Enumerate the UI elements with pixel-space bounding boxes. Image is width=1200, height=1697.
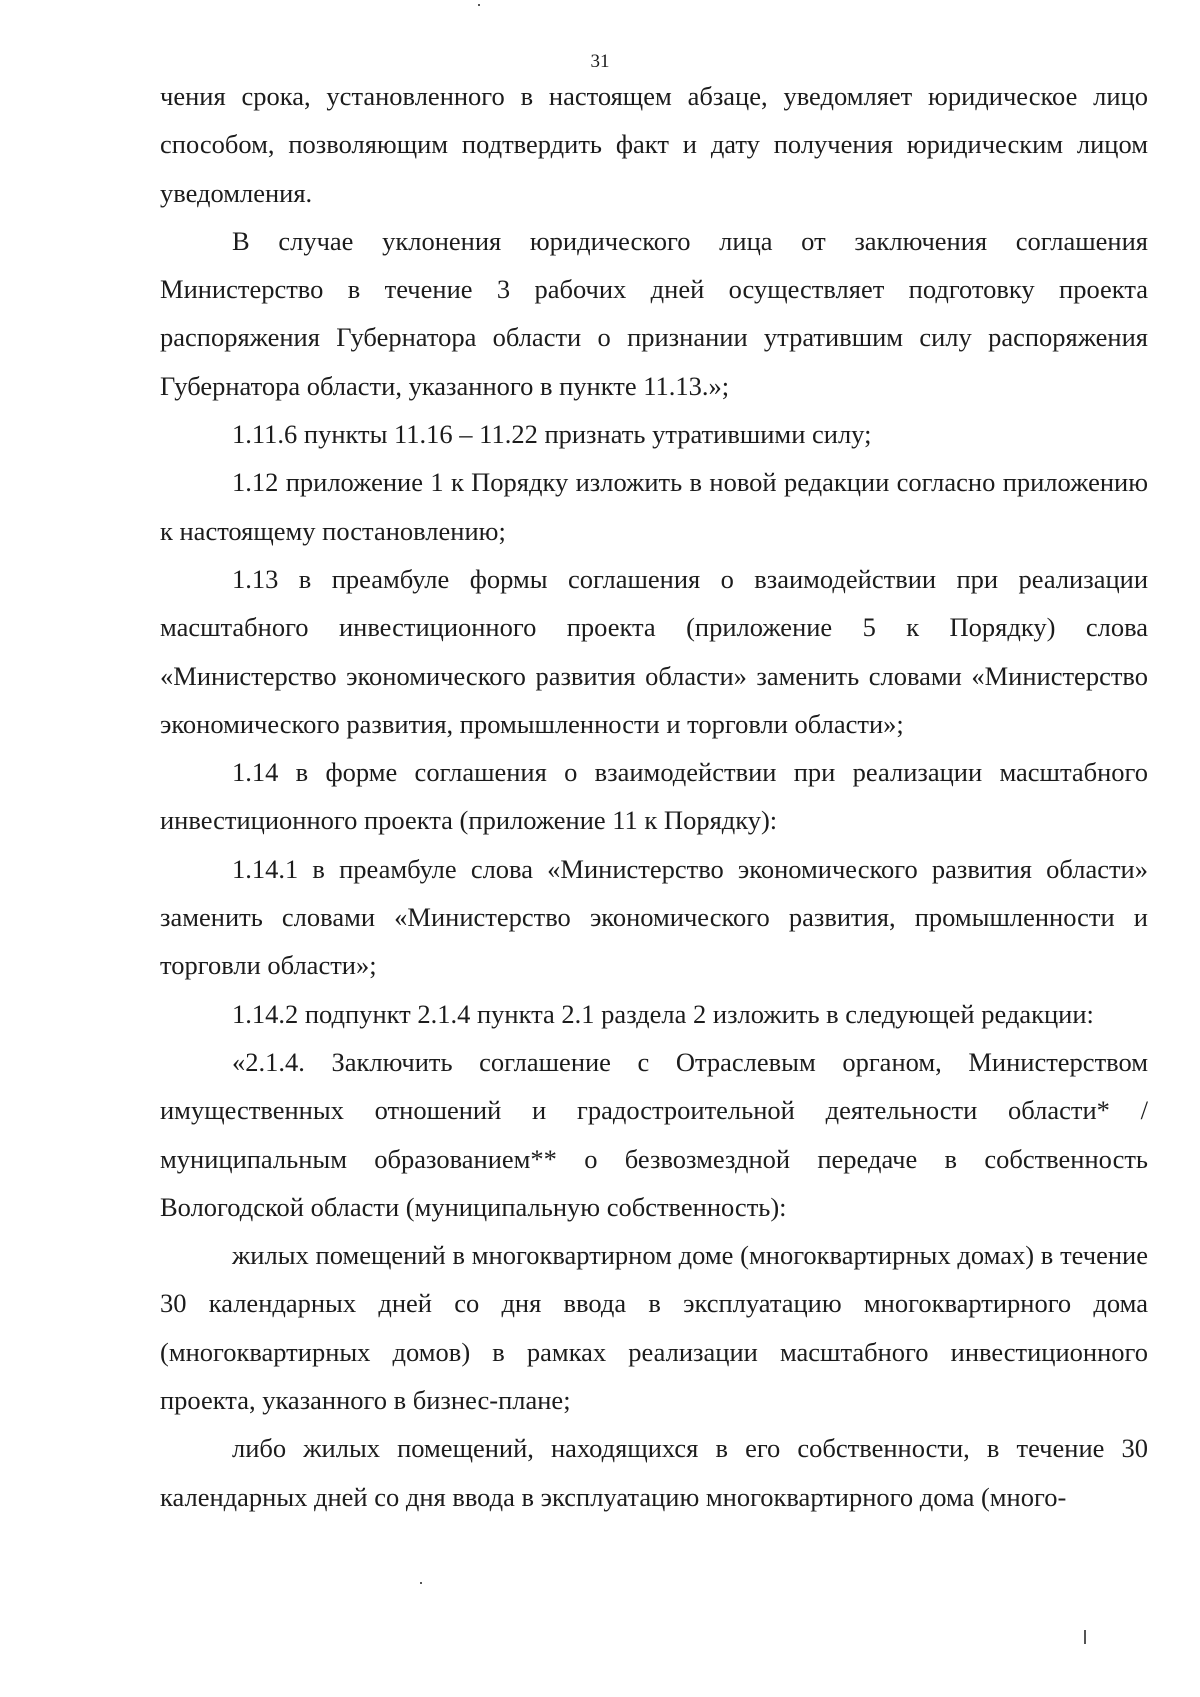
paragraph-1-13: 1.13 в преамбуле формы соглашения о взаимодействии при реализации масштабного инвестиционного проекта (приложение 5 к Порядку) слова «Министерство экономического развития области» заменить словами «Министерство экономического развития, промышленности и торговли области»; [160, 563, 1148, 739]
paragraph-owned-premises: либо жилых помещений, находящихся в его собственности, в течение 30 календарных дней со дня ввода в эксплуатацию многоквартирного дома (много- [160, 1433, 1148, 1512]
paragraph-evasion-case: В случае уклонения юридического лица от заключения соглашения Министерство в течение 3 рабочих дней осуществляет подготовку проекта распоряжения Губернатора области о признании утратившим силу распоряжения Губернатора области, указанного в пункте 11.13.»; [160, 225, 1148, 401]
document-body [160, 72, 1148, 1521]
paragraph-1-11-6: 1.11.6 пункты 11.16 – 11.22 признать утратившими силу; [232, 419, 872, 450]
paragraph-residential-premises: жилых помещений в многоквартирном доме (многоквартирных домах) в течение 30 календарных дней со дня ввода в эксплуатацию многоквартирного дома (многоквартирных домов) в рамках реализации масштабного инвестиционного проекта, указанного в бизнес-плане; [160, 1240, 1148, 1416]
scan-tick-mark [1084, 1630, 1086, 1644]
paragraph-1-14: 1.14 в форме соглашения о взаимодействии при реализации масштабного инвестиционного проекта (приложение 11 к Порядку): [160, 757, 1148, 836]
page-number: 31 [590, 51, 610, 72]
scan-speck-top [478, 4, 480, 6]
paragraph-1-14-2: 1.14.2 подпункт 2.1.4 пункта 2.1 раздела 2 изложить в следующей редакции: [232, 998, 1094, 1029]
paragraph-1-14-1: 1.14.1 в преамбуле слова «Министерство экономического развития области» заменить словами «Министерство экономического развития, промышленности и торговли области»; [160, 853, 1148, 981]
paragraph-continuation: чения срока, установленного в настоящем абзаце, уведомляет юридическое лицо способом, позволяющим подтвердить факт и дату получения юридическим лицом уведомления. [160, 81, 1148, 208]
scan-speck-bottom [420, 1582, 422, 1584]
paragraph-1-12: 1.12 приложение 1 к Порядку изложить в новой редакции согласно приложению к настоящему постановлению; [160, 467, 1148, 546]
paragraph-2-1-4: «2.1.4. Заключить соглашение с Отраслевым органом, Министерством имущественных отношений и градостроительной деятельности области* / муниципальным образованием** о безвозмездной передаче в собственность Вологодской области (муниципальную собственность): [160, 1046, 1148, 1222]
